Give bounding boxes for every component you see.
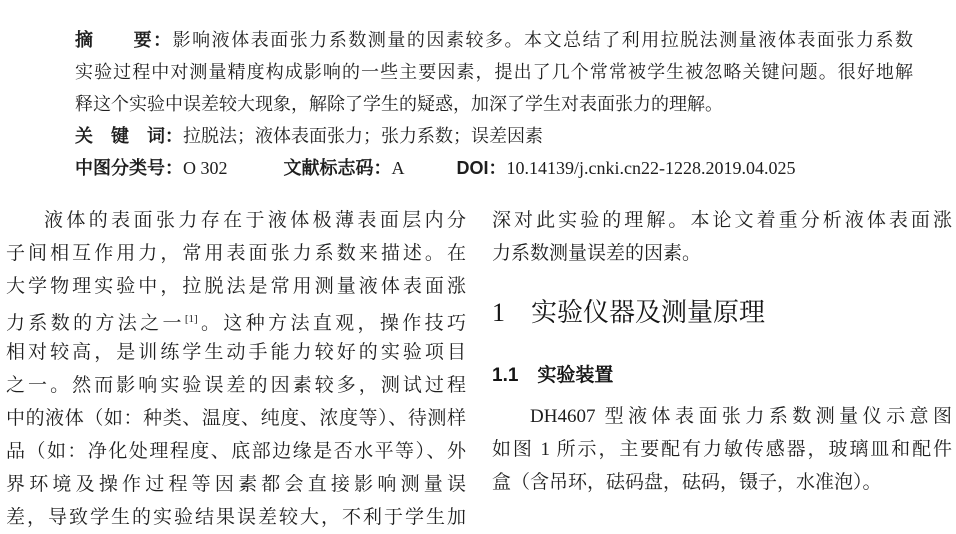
- intro-text-line: 深对此实验的理解。本论文着重分析液体表面涨: [492, 210, 952, 231]
- apparatus-text-line: 如图 1 所示，主要配有力敏传感器，玻璃皿和配件: [492, 439, 952, 460]
- keywords-text: 拉脱法；液体表面张力；张力系数；误差因素: [183, 126, 543, 146]
- right-column: [492, 204, 952, 534]
- clc-value: O 302: [183, 158, 228, 178]
- intro-text-line: 大学物理实验中，拉脱法是常用测量液体表面涨: [6, 276, 466, 297]
- doc-code-label: 文献标志码：: [283, 158, 392, 178]
- intro-text: 。这种方法直观，操作技巧: [197, 313, 466, 334]
- intro-text-line: 差，导致学生的实验结果误差较大，不利于学生加: [6, 507, 466, 528]
- clc-label: 中图分类号：: [75, 158, 183, 178]
- citation-ref-1: [1]: [184, 313, 198, 325]
- intro-text-line: 界环境及操作过程等因素都会直接影响测量误: [6, 474, 466, 495]
- intro-text: 力系数的方法之一: [6, 313, 185, 334]
- intro-text-line: 子间相互作用力，常用表面张力系数来描述。在: [6, 243, 466, 264]
- abstract-line: 释这个实验中误差较大现象，解除了学生的疑惑，加深了学生对表面张力的理解。: [75, 94, 723, 114]
- body-columns: [6, 204, 952, 534]
- abstract-text: 影响液体表面张力系数测量的因素较多。本文总结了利用拉脱法测量液体表面张力系数: [172, 30, 914, 50]
- intro-text-line: 之一。然而影响实验误差的因素较多，测试过程: [6, 375, 466, 396]
- intro-text-line: 液体的表面张力存在于液体极薄表面层内分: [44, 210, 466, 231]
- left-column: [6, 204, 466, 534]
- abstract-label: 摘 要：: [75, 30, 173, 50]
- intro-text-line: 中的液体（如：种类、温度、纯度、浓度等）、待测样: [6, 408, 466, 429]
- intro-text-line-with-citation: [6, 303, 466, 336]
- doi-label: DOI：: [456, 158, 507, 178]
- keywords-label: 关 键 词：: [75, 126, 183, 146]
- abstract-line: 实验过程中对测量精度构成影响的一些主要因素，提出了几个常常被学生被忽略关键问题。很好地解: [75, 62, 913, 82]
- classification-line: [75, 152, 913, 184]
- apparatus-text-line: 盒（含吊环，砝码盘，砝码，镊子，水准泡）。: [492, 472, 882, 493]
- clc-segment: [75, 158, 228, 178]
- doi-segment: [457, 158, 796, 178]
- intro-text-line: 力系数测量误差的因素。: [492, 243, 702, 264]
- section-1-heading: 1 实验仪器及测量原理: [492, 298, 766, 327]
- doi-value: 10.14139/j.cnki.cn22-1228.2019.04.025: [506, 158, 796, 178]
- intro-text-line: 品（如：净化处理程度、底部边缘是否水平等）、外: [6, 441, 466, 462]
- doc-code-segment: [284, 158, 405, 178]
- section-1-1-heading: 1.1 实验装置: [492, 365, 614, 386]
- abstract-line: [75, 24, 913, 56]
- apparatus-paragraph: [492, 400, 952, 499]
- metadata-block: [75, 24, 913, 184]
- apparatus-text-line: DH4607 型液体表面张力系数测量仪示意图: [530, 406, 952, 427]
- doc-code-value: A: [391, 158, 405, 178]
- keywords-line: [75, 120, 913, 152]
- intro-text-line: 相对较高，是训练学生动手能力较好的实验项目: [6, 342, 466, 363]
